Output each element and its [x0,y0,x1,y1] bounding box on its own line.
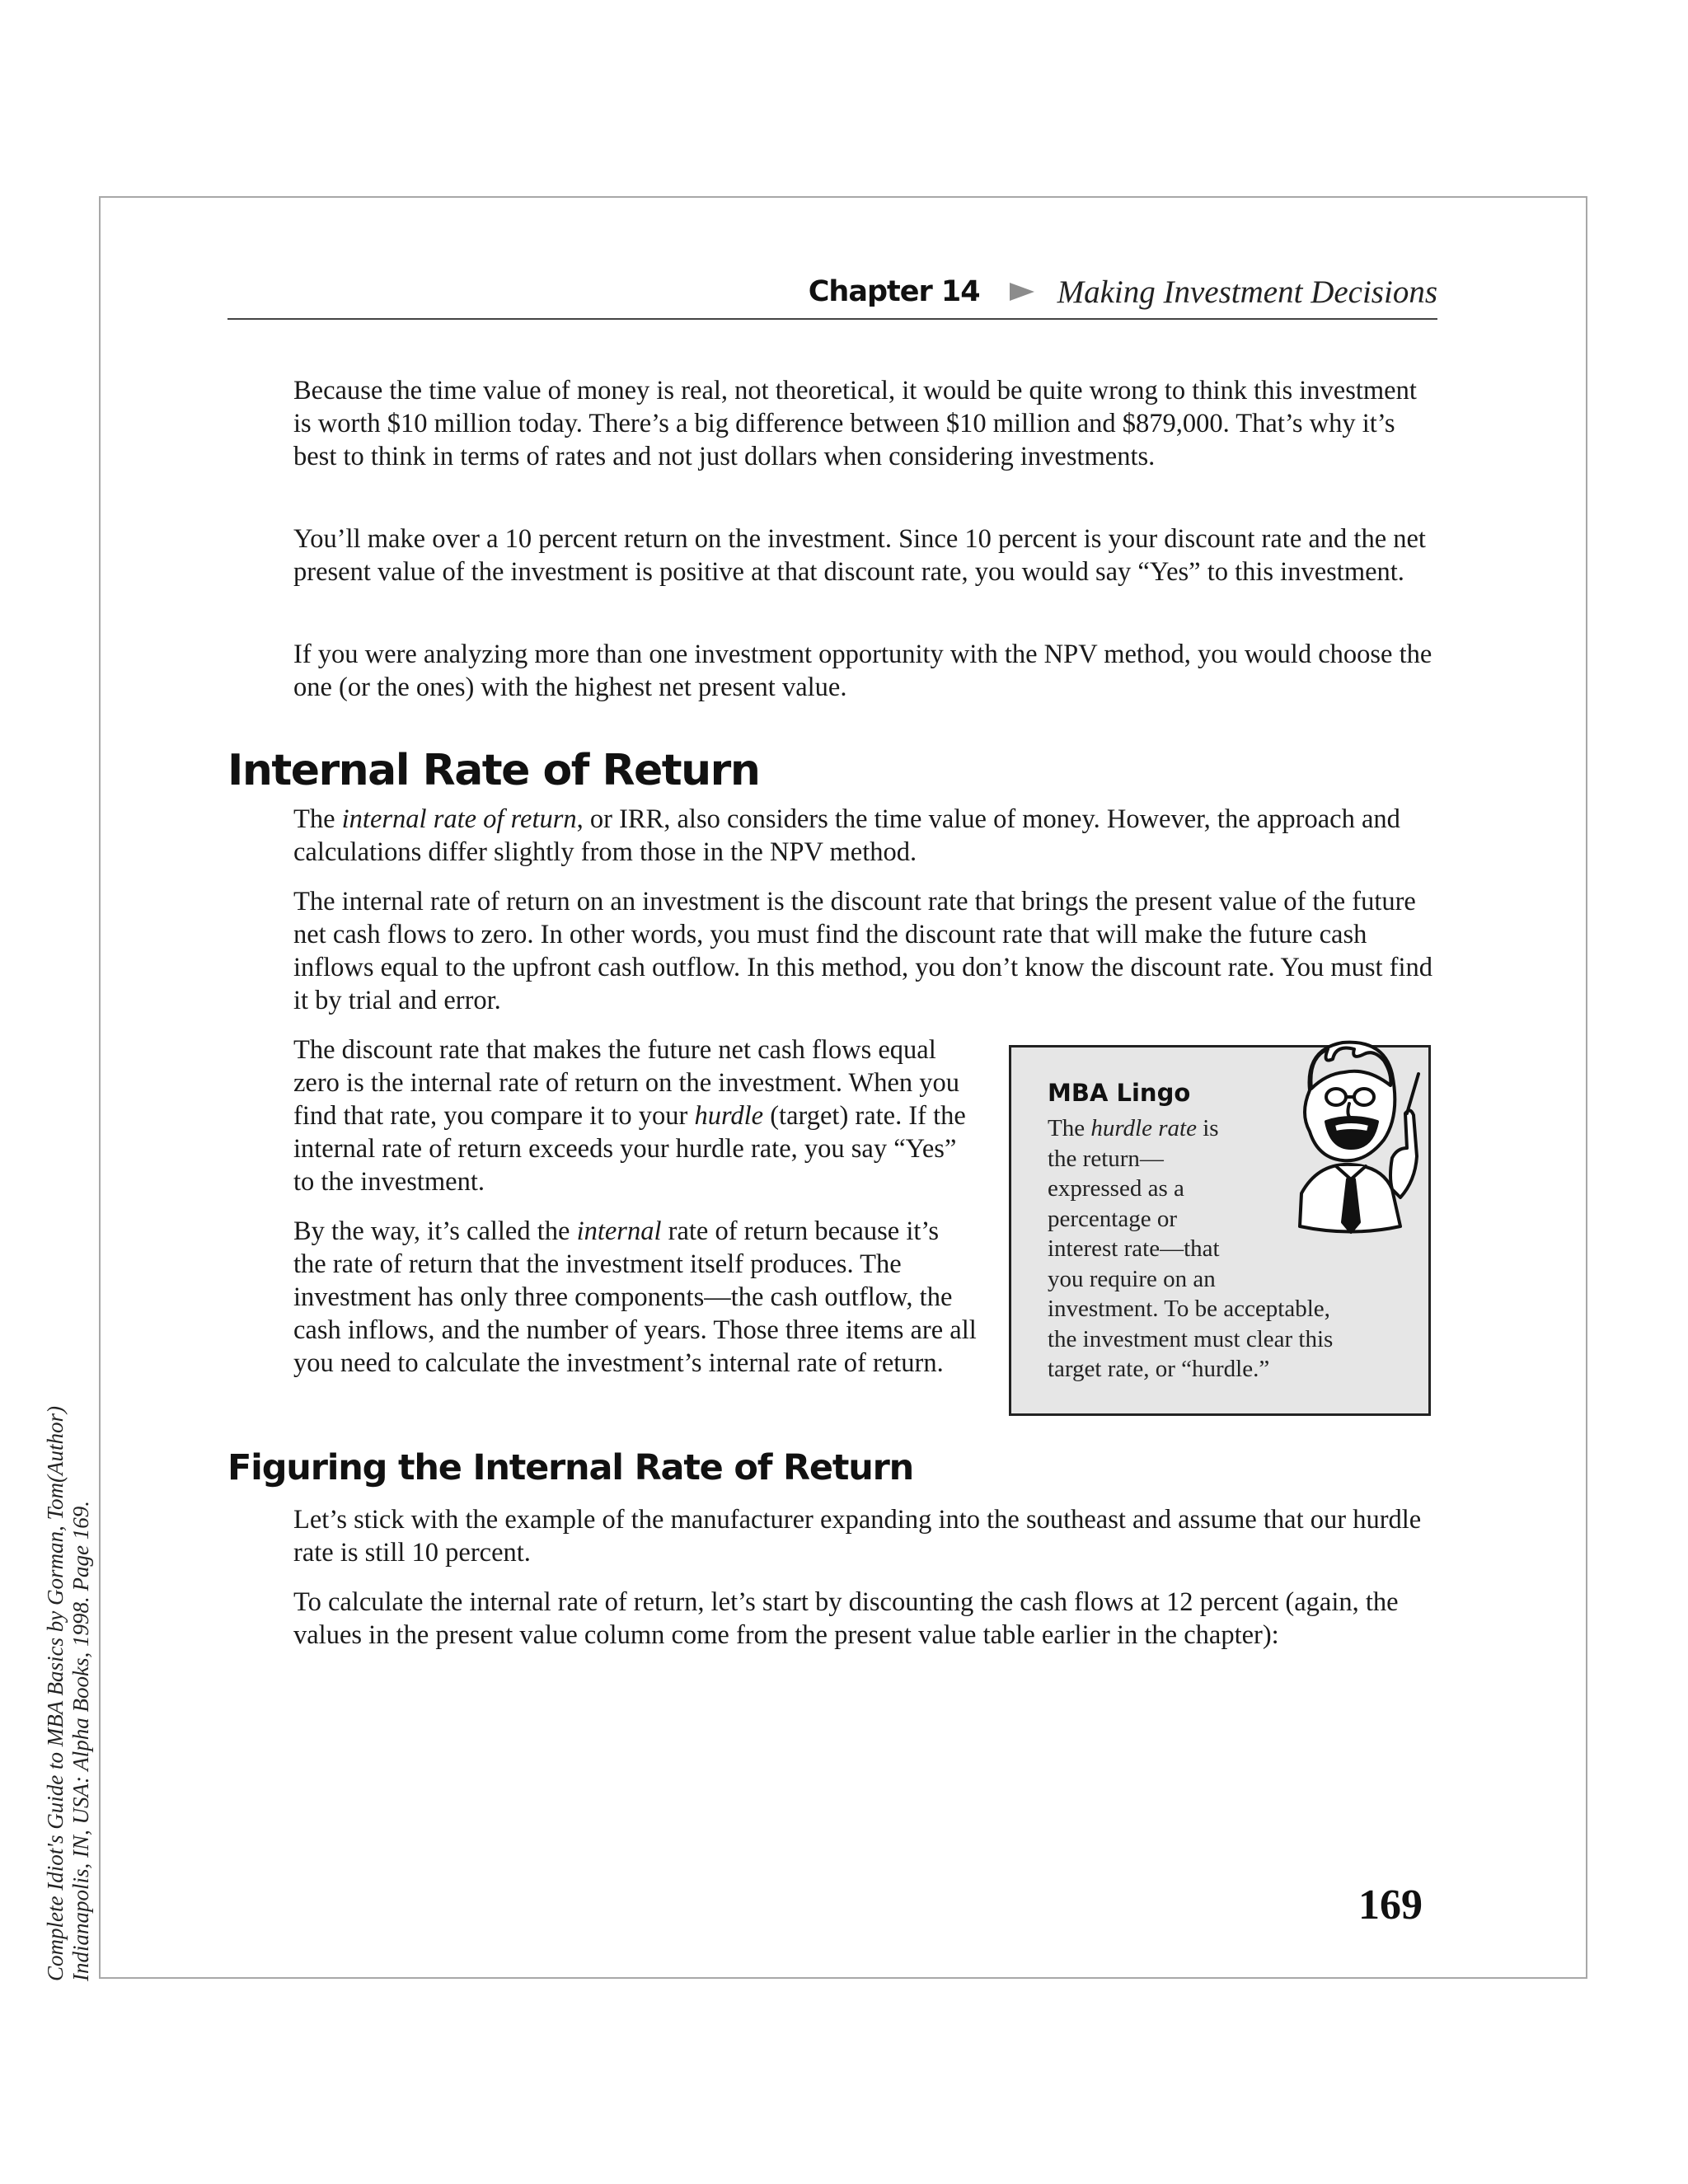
arrow-right-icon [1010,283,1034,301]
figuring-paragraph-2: To calculate the internal rate of return, let’s start by discounting the cash flows at 12 percent (again, the values in the present value column come from the present value table earlier in the chapter): [293,1587,1399,1650]
running-head-title: Making Investment Decisions [1057,274,1437,310]
cartoon-professor-pointing-icon [1268,1024,1433,1247]
running-head [227,265,1437,320]
irr-paragraph-1: The internal rate of return, or IRR, also considers the time value of money. However, the approach and calculations differ slightly from those in the NPV method. [293,804,1400,867]
figuring-paragraph-1: Let’s stick with the example of the manufacturer expanding into the southeast and assume that our hurdle rate is still 10 percent. [293,1505,1422,1568]
sidebar-line: the return— [1048,1145,1164,1172]
irr-paragraph-3: The discount rate that makes the future net cash flows equal zero is the internal rate of return on the investment. When you find that rate, you compare it to your hurdle (target) rate. If the internal rate of return exceeds your hurdle rate, you say “Yes” to the investment. [293,1035,966,1197]
intro-paragraph-2: You’ll make over a 10 percent return on the investment. Since 10 percent is your discount rate and the net present value of the investment is positive at that discount rate, you would say “Yes” to this investment. [293,524,1426,587]
sidebar-line: The hurdle rate is [1048,1115,1219,1141]
sidebar-line: investment. To be acceptable, [1048,1296,1330,1322]
side-credit-line-1: Complete Idiot's Guide to MBA Basics by Gorman, Tom(Author) [43,1406,68,1981]
sidebar-line: the investment must clear this [1048,1325,1334,1352]
side-credit-line-2: Indianapolis, IN, USA: Alpha Books, 1998. Page 169. [68,1501,93,1981]
intro-paragraph-1: Because the time value of money is real, not theoretical, it would be quite wrong to think this investment is worth $10 million today. There’s a big difference between $10 million and $879,000. That’s why it’s best to think in terms of rates and not just dollars when considering investments. [293,376,1417,471]
sidebar-line: target rate, or “hurdle.” [1048,1356,1270,1382]
sidebar-line: percentage or [1048,1205,1177,1232]
sidebar-title: MBA Lingo [1048,1079,1191,1107]
intro-paragraph-3: If you were analyzing more than one investment opportunity with the NPV method, you would choose the one (or the ones) with the highest net present value. [293,640,1432,702]
sidebar-line: interest rate—that [1048,1235,1220,1262]
side-credit [43,1388,94,1981]
section-heading-internal-rate-of-return: Internal Rate of Return [227,746,760,795]
section-heading-figuring-irr: Figuring the Internal Rate of Return [227,1447,914,1488]
irr-paragraph-4: By the way, it’s called the internal rate of return because it’s the rate of return that the investment itself produces. The investment has only three components—the cash outflow, the cash inflows, and the number of years. Those three items are all you need to calculate the investment’s internal rate of return. [293,1216,977,1378]
mba-lingo-sidebar [1009,1045,1431,1416]
irr-paragraph-2: The internal rate of return on an investment is the discount rate that brings the present value of the future net cash flows to zero. In other words, you must find the discount rate that will make the future cash inflows equal to the upfront cash outflow. In this method, you don’t know the discount rate. You must find it by trial and error. [293,887,1433,1015]
sidebar-line: you require on an [1048,1265,1216,1292]
page-number: 169 [1358,1882,1423,1929]
sidebar-line: expressed as a [1048,1175,1184,1202]
running-head-chapter: Chapter 14 [808,275,980,308]
